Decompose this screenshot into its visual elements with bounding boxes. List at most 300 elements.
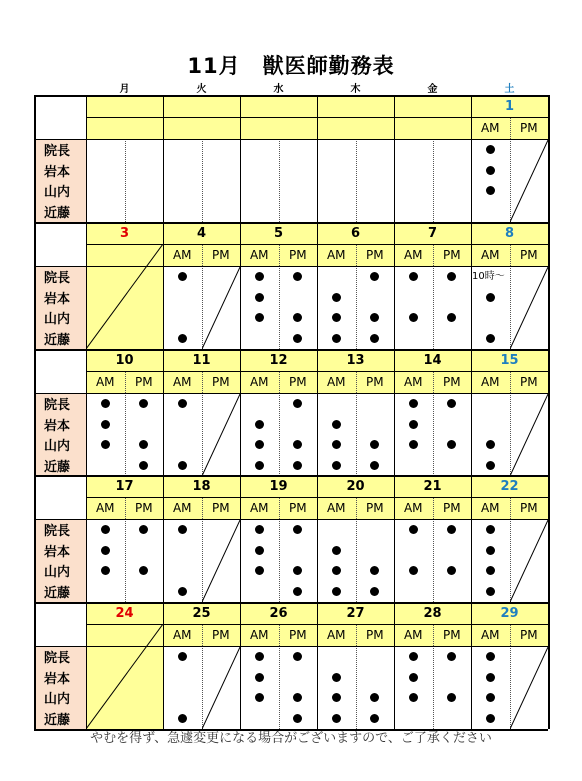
grid-line (34, 95, 36, 222)
am-pm-divider (125, 139, 126, 222)
am-pm-divider (356, 519, 357, 602)
pm-label: PM (433, 624, 472, 646)
shift-dot (370, 714, 379, 723)
shift-dot (370, 334, 379, 343)
shift-dot (178, 399, 187, 408)
day-of-week-3: 木 (350, 84, 361, 95)
pm-label: PM (202, 371, 241, 393)
pm-label: PM (202, 244, 241, 266)
am-pm-divider (125, 393, 126, 476)
grid-line (163, 602, 164, 729)
am-label: AM (394, 497, 433, 519)
doctor-label: 岩本 (34, 287, 86, 308)
week-label-blank (34, 475, 86, 519)
day-number: 6 (317, 222, 394, 244)
doctor-label: 近藤 (34, 455, 86, 476)
shift-dot (486, 145, 495, 154)
pm-label: PM (125, 371, 164, 393)
pm-label: PM (510, 117, 549, 139)
grid-line (86, 475, 87, 602)
day-number: 26 (240, 602, 317, 624)
am-pm-divider (356, 624, 357, 646)
pm-label: PM (356, 624, 395, 646)
doctor-label: 山内 (34, 688, 86, 709)
am-label: AM (471, 497, 510, 519)
shift-dot (332, 334, 341, 343)
am-pm-divider (433, 393, 434, 476)
shift-dot (447, 566, 456, 575)
am-pm-divider (433, 266, 434, 349)
am-pm-divider (510, 624, 511, 646)
pm-closed-slash (202, 266, 241, 349)
am-label: AM (163, 624, 202, 646)
day-number (394, 95, 471, 117)
grid-line (163, 222, 164, 349)
grid-line (163, 349, 164, 476)
shift-dot (293, 693, 302, 702)
shift-dot (178, 272, 187, 281)
shift-dot (255, 693, 264, 702)
shift-dot (255, 293, 264, 302)
week-label-blank (34, 222, 86, 266)
pm-label: PM (433, 244, 472, 266)
grid-line (317, 475, 318, 602)
time-note: 10時～ (472, 271, 505, 282)
grid-line (548, 602, 550, 729)
am-label (394, 117, 433, 139)
am-label (86, 117, 125, 139)
shift-dot (332, 420, 341, 429)
am-pm-divider (202, 624, 203, 646)
shift-dot (293, 566, 302, 575)
shift-dot (486, 440, 495, 449)
am-pm-divider (433, 497, 434, 519)
shift-dot (101, 420, 110, 429)
shift-dot (139, 440, 148, 449)
shift-dot (101, 566, 110, 575)
am-pm-divider (433, 244, 434, 266)
shift-dot (447, 525, 456, 534)
am-pm-divider (356, 646, 357, 729)
am-pm-divider (125, 497, 126, 519)
shift-dot (370, 272, 379, 281)
grid-line (471, 222, 472, 349)
grid-line (34, 222, 36, 349)
shift-dot (332, 546, 341, 555)
am-pm-divider (510, 371, 511, 393)
grid-line (548, 95, 550, 222)
am-pm-divider (433, 624, 434, 646)
am-pm-divider (356, 266, 357, 349)
grid-line (394, 222, 395, 349)
grid-line (86, 602, 87, 729)
shift-dot (293, 272, 302, 281)
day-number: 27 (317, 602, 394, 624)
shift-dot (101, 546, 110, 555)
grid-line (163, 95, 164, 222)
grid-line (240, 95, 241, 222)
grid-line (34, 475, 36, 602)
shift-dot (293, 587, 302, 596)
day-number: 12 (240, 349, 317, 371)
am-label: AM (471, 117, 510, 139)
pm-label: PM (510, 244, 549, 266)
am-pm-divider (279, 244, 280, 266)
shift-dot (486, 293, 495, 302)
shift-dot (332, 587, 341, 596)
week-label-blank (34, 95, 86, 139)
shift-dot (332, 461, 341, 470)
doctor-label: 院長 (34, 139, 86, 160)
am-pm-divider (433, 519, 434, 602)
shift-dot (486, 566, 495, 575)
am-pm-divider (202, 244, 203, 266)
am-pm-divider (279, 646, 280, 729)
pm-label: PM (433, 371, 472, 393)
day-number: 8 (471, 222, 548, 244)
doctor-label: 院長 (34, 266, 86, 287)
am-label: AM (394, 244, 433, 266)
am-pm-divider (279, 519, 280, 602)
shift-dot (370, 440, 379, 449)
doctor-label: 岩本 (34, 540, 86, 561)
shift-dot (409, 525, 418, 534)
doctor-label: 院長 (34, 519, 86, 540)
day-number (317, 95, 394, 117)
shift-dot (293, 461, 302, 470)
day-number: 14 (394, 349, 471, 371)
shift-dot (370, 587, 379, 596)
shift-dot (332, 566, 341, 575)
shift-dot (409, 566, 418, 575)
shift-dot (409, 272, 418, 281)
shift-dot (409, 440, 418, 449)
shift-dot (293, 334, 302, 343)
am-label: AM (317, 244, 356, 266)
am-label: AM (240, 244, 279, 266)
grid-line (394, 475, 395, 602)
shift-dot (178, 652, 187, 661)
grid-line (471, 95, 472, 222)
day-number: 15 (471, 349, 548, 371)
am-label: AM (394, 624, 433, 646)
doctor-label: 岩本 (34, 160, 86, 181)
shift-dot (447, 272, 456, 281)
day-number: 19 (240, 475, 317, 497)
day-number: 10 (86, 349, 163, 371)
doctor-label: 山内 (34, 561, 86, 582)
pm-label (356, 117, 395, 139)
grid-line (317, 222, 318, 349)
closed-slash (86, 624, 163, 729)
grid-line (34, 602, 36, 729)
day-number: 17 (86, 475, 163, 497)
am-pm-divider (356, 393, 357, 476)
pm-label: PM (279, 497, 318, 519)
am-pm-divider (125, 371, 126, 393)
am-pm-divider (356, 497, 357, 519)
grid-line (86, 222, 87, 349)
pm-label: PM (433, 497, 472, 519)
shift-dot (255, 525, 264, 534)
day-of-week-0: 月 (119, 84, 130, 95)
pm-label (433, 117, 472, 139)
pm-label: PM (510, 624, 549, 646)
shift-dot (101, 440, 110, 449)
pm-closed-slash (510, 393, 549, 476)
am-label: AM (317, 497, 356, 519)
doctor-label: 山内 (34, 435, 86, 456)
grid-line (240, 222, 241, 349)
pm-label (202, 117, 241, 139)
am-pm-divider (433, 646, 434, 729)
pm-label: PM (279, 244, 318, 266)
am-label: AM (317, 371, 356, 393)
am-label: AM (163, 244, 202, 266)
grid-line (548, 349, 550, 476)
doctor-label: 岩本 (34, 414, 86, 435)
week-label-blank (34, 349, 86, 393)
day-number: 24 (86, 602, 163, 624)
shift-dot (409, 673, 418, 682)
shift-dot (293, 440, 302, 449)
shift-dot (293, 313, 302, 322)
pm-label: PM (510, 371, 549, 393)
grid-line (394, 602, 395, 729)
am-label: AM (394, 371, 433, 393)
am-pm-divider (279, 624, 280, 646)
shift-dot (409, 399, 418, 408)
am-pm-divider (356, 139, 357, 222)
shift-dot (486, 334, 495, 343)
closed-slash (86, 244, 163, 349)
shift-dot (332, 673, 341, 682)
am-pm-divider (433, 139, 434, 222)
doctor-label: 山内 (34, 308, 86, 329)
grid-line (240, 349, 241, 476)
am-pm-divider (510, 497, 511, 519)
doctor-label: 近藤 (34, 328, 86, 349)
shift-dot (178, 525, 187, 534)
shift-dot (447, 313, 456, 322)
am-label: AM (240, 624, 279, 646)
shift-dot (139, 525, 148, 534)
pm-closed-slash (202, 646, 241, 729)
shift-dot (178, 461, 187, 470)
am-pm-divider (279, 139, 280, 222)
shift-dot (101, 399, 110, 408)
shift-dot (447, 440, 456, 449)
am-label (240, 117, 279, 139)
shift-dot (409, 652, 418, 661)
pm-label (125, 117, 164, 139)
footer-note: やむを得ず、急遽変更になる場合がございますので、ご了承ください (90, 731, 492, 746)
shift-dot (293, 714, 302, 723)
pm-closed-slash (510, 646, 549, 729)
grid-line (86, 349, 87, 476)
grid-line (34, 349, 36, 476)
shift-dot (409, 420, 418, 429)
pm-label: PM (356, 497, 395, 519)
day-number: 1 (471, 95, 548, 117)
shift-dot (255, 420, 264, 429)
am-label: AM (240, 371, 279, 393)
am-pm-divider (510, 244, 511, 266)
pm-closed-slash (510, 266, 549, 349)
shift-dot (332, 440, 341, 449)
shift-dot (255, 673, 264, 682)
day-number: 20 (317, 475, 394, 497)
shift-dot (255, 440, 264, 449)
am-label (163, 117, 202, 139)
shift-dot (255, 461, 264, 470)
am-pm-divider (125, 519, 126, 602)
pm-label: PM (202, 624, 241, 646)
pm-label: PM (125, 497, 164, 519)
am-pm-divider (202, 497, 203, 519)
shift-dot (486, 714, 495, 723)
am-label: AM (471, 371, 510, 393)
doctor-label: 近藤 (34, 201, 86, 222)
day-number: 28 (394, 602, 471, 624)
shift-dot (370, 566, 379, 575)
shift-dot (332, 693, 341, 702)
am-pm-divider (356, 244, 357, 266)
day-number: 25 (163, 602, 240, 624)
pm-label: PM (356, 371, 395, 393)
am-label: AM (471, 244, 510, 266)
pm-closed-slash (510, 519, 549, 602)
pm-label: PM (356, 244, 395, 266)
shift-dot (255, 313, 264, 322)
grid-line (471, 602, 472, 729)
shift-dot (255, 652, 264, 661)
shift-dot (370, 693, 379, 702)
grid-line (471, 475, 472, 602)
pm-closed-slash (202, 519, 241, 602)
shift-dot (370, 461, 379, 470)
doctor-label: 近藤 (34, 581, 86, 602)
am-pm-divider (510, 117, 511, 139)
shift-dot (255, 546, 264, 555)
am-label: AM (471, 624, 510, 646)
doctor-label: 院長 (34, 646, 86, 667)
shift-dot (139, 566, 148, 575)
shift-dot (486, 186, 495, 195)
doctor-label: 岩本 (34, 667, 86, 688)
shift-dot (447, 652, 456, 661)
am-pm-divider (279, 393, 280, 476)
am-label (317, 117, 356, 139)
day-number (86, 95, 163, 117)
shift-dot (293, 652, 302, 661)
shift-dot (486, 461, 495, 470)
grid-line (548, 222, 550, 349)
day-number: 11 (163, 349, 240, 371)
grid-line (240, 602, 241, 729)
day-number: 3 (86, 222, 163, 244)
shift-dot (178, 334, 187, 343)
day-of-week-4: 金 (427, 84, 438, 95)
pm-closed-slash (202, 393, 241, 476)
shift-dot (486, 546, 495, 555)
day-number: 22 (471, 475, 548, 497)
shift-dot (486, 673, 495, 682)
am-label: AM (86, 497, 125, 519)
am-label: AM (317, 624, 356, 646)
shift-dot (293, 525, 302, 534)
shift-dot (409, 693, 418, 702)
shift-dot (486, 693, 495, 702)
shift-dot (178, 714, 187, 723)
shift-dot (447, 399, 456, 408)
grid-line (317, 602, 318, 729)
grid-line (471, 349, 472, 476)
grid-line (240, 475, 241, 602)
grid-line (317, 95, 318, 222)
day-of-week-1: 火 (196, 84, 207, 95)
am-label: AM (163, 371, 202, 393)
day-of-week-2: 水 (273, 84, 284, 95)
am-pm-divider (202, 371, 203, 393)
day-number: 18 (163, 475, 240, 497)
grid-line (394, 349, 395, 476)
am-pm-divider (356, 371, 357, 393)
day-of-week-5: 土 (504, 84, 515, 95)
shift-dot (486, 587, 495, 596)
am-pm-divider (433, 371, 434, 393)
doctor-label: 院長 (34, 393, 86, 414)
am-label: AM (240, 497, 279, 519)
am-pm-divider (202, 139, 203, 222)
shift-dot (447, 693, 456, 702)
grid-line (163, 475, 164, 602)
day-number: 5 (240, 222, 317, 244)
shift-dot (486, 652, 495, 661)
doctor-label: 山内 (34, 181, 86, 202)
pm-closed-slash (510, 139, 549, 222)
page-title: 11月 獣医師勤務表 (187, 54, 395, 78)
grid-line (548, 475, 550, 602)
shift-dot (255, 272, 264, 281)
grid-line (86, 95, 87, 222)
shift-dot (293, 399, 302, 408)
week-label-blank (34, 602, 86, 646)
shift-dot (255, 566, 264, 575)
shift-dot (370, 313, 379, 322)
shift-dot (332, 714, 341, 723)
day-number (163, 95, 240, 117)
shift-dot (332, 293, 341, 302)
am-pm-divider (279, 371, 280, 393)
day-number: 29 (471, 602, 548, 624)
am-pm-divider (279, 497, 280, 519)
am-label: AM (163, 497, 202, 519)
shift-dot (139, 399, 148, 408)
pm-label: PM (279, 371, 318, 393)
grid-line (394, 95, 395, 222)
shift-dot (486, 166, 495, 175)
shift-dot (409, 313, 418, 322)
day-number: 21 (394, 475, 471, 497)
shift-dot (178, 587, 187, 596)
pm-label (279, 117, 318, 139)
day-number: 7 (394, 222, 471, 244)
day-number (240, 95, 317, 117)
shift-dot (139, 461, 148, 470)
pm-label: PM (279, 624, 318, 646)
day-number: 13 (317, 349, 394, 371)
